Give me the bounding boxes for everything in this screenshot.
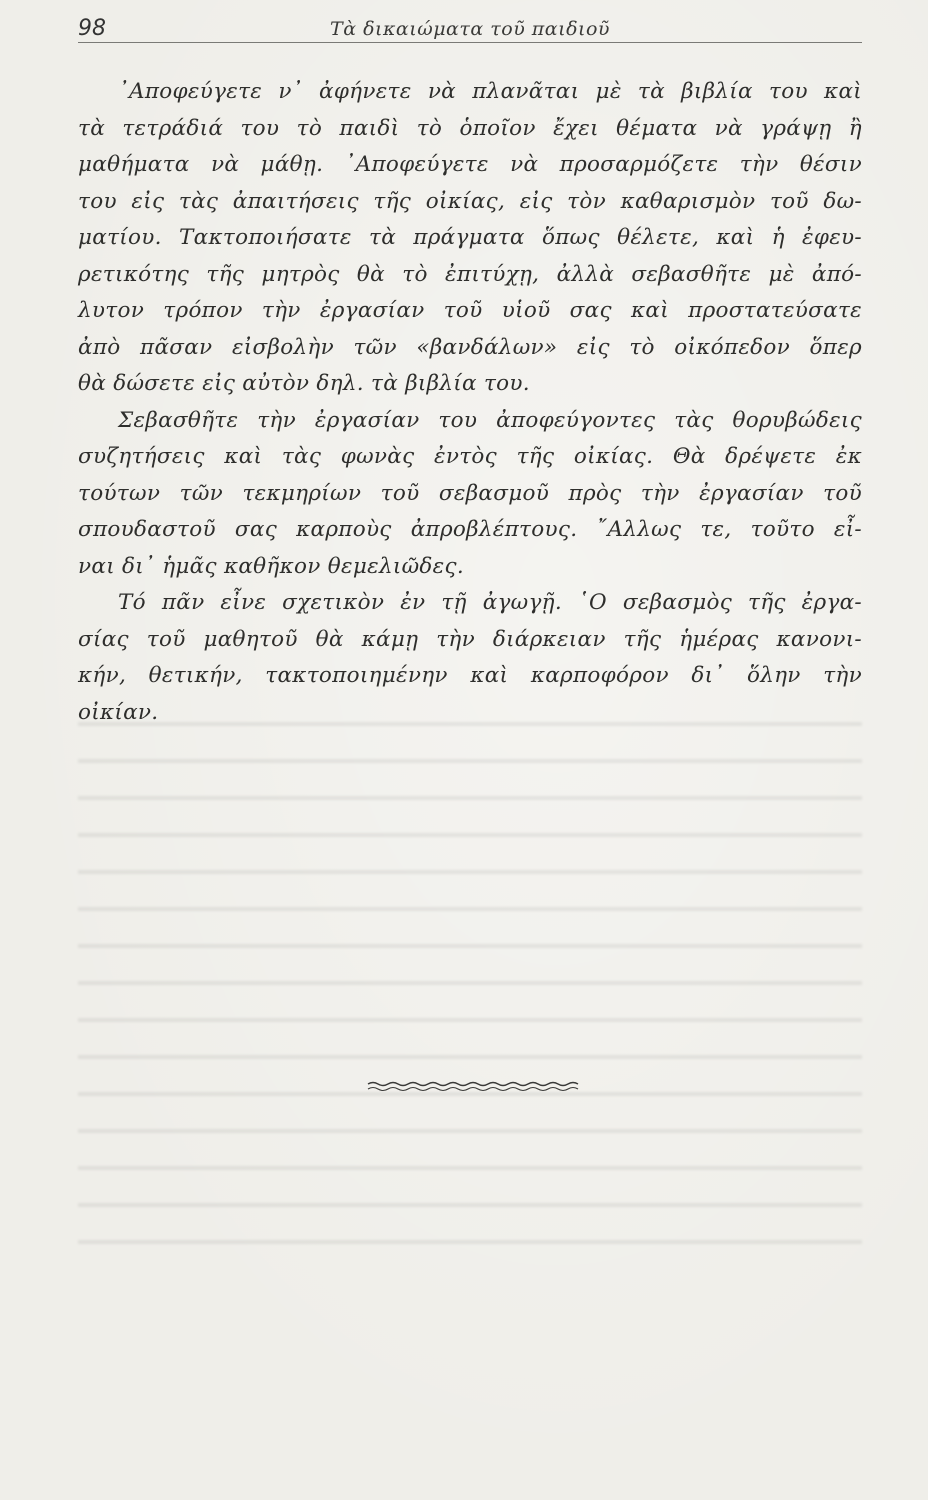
- text-line: θὰ δώσετε εἰς αὐτὸν δηλ. τὰ βιβλία του.: [78, 371, 530, 396]
- body-text: [78, 74, 862, 731]
- text-line: του εἰς τὰς ἀπαιτήσεις τῆς οἰκίας, εἰς τὸν καθαρισμὸν τοῦ δω-: [78, 188, 862, 214]
- page-header: [78, 14, 862, 44]
- text-line: σίας τοῦ μαθητοῦ θὰ κάμῃ τὴν διάρκειαν τῆς ἡμέρας κανονι-: [78, 626, 862, 652]
- text-line: σπουδαστοῦ σας καρποὺς ἀπροβλέπτους. ῎Αλλως τε, τοῦτο εἶ-: [78, 517, 862, 542]
- text-line: λυτον τρόπον τὴν ἐργασίαν τοῦ υἱοῦ σας καὶ προστατεύσατε: [78, 298, 862, 323]
- text-line: μαθήματα νὰ μάθῃ. ᾿Αποφεύγετε νὰ προσαρμόζετε τὴν θέσιν: [78, 152, 862, 177]
- show-through-text: [78, 700, 862, 1260]
- header-rule: [78, 42, 862, 43]
- wavy-rule-icon: [366, 1080, 580, 1094]
- text-line: συζητήσεις καὶ τὰς φωνὰς ἐντὸς τῆς οἰκίας. Θὰ δρέψετε ἐκ: [78, 444, 862, 469]
- text-line: οἰκίαν.: [78, 699, 159, 725]
- running-title: Τὰ δικαιώματα τοῦ παιδιοῦ: [330, 18, 610, 40]
- text-line: τούτων τῶν τεκμηρίων τοῦ σεβασμοῦ πρὸς τὴν ἐργασίαν τοῦ: [78, 480, 862, 506]
- text-line: ναι δι᾿ ἡμᾶς καθῆκον θεμελιῶδες.: [78, 553, 464, 579]
- text-line: τὰ τετράδιά του τὸ παιδὶ τὸ ὁποῖον ἔχει θέματα νὰ γράψῃ ἢ: [78, 115, 862, 141]
- text-line: Σεβασθῆτε τὴν ἐργασίαν του ἀποφεύγοντες τὰς θορυβώδεις: [118, 407, 862, 433]
- end-ornament: [366, 1080, 580, 1094]
- text-line: ἀπὸ πᾶσαν εἰσβολὴν τῶν «βανδάλων» εἰς τὸ οἰκόπεδον ὅπερ: [78, 334, 862, 360]
- page-number: 98: [78, 16, 106, 41]
- text-line: κήν, θετικήν, τακτοποιημένην καὶ καρποφόρον δι᾿ ὅλην τὴν: [78, 663, 862, 688]
- text-line: ρετικότης τῆς μητρὸς θὰ τὸ ἐπιτύχῃ, ἀλλὰ σεβασθῆτε μὲ ἀπό-: [78, 261, 862, 287]
- text-line: ματίου. Τακτοποιήσατε τὰ πράγματα ὅπως θέλετε, καὶ ἡ ἐφευ-: [78, 225, 862, 250]
- text-line: ᾿Αποφεύγετε ν᾿ ἀφήνετε νὰ πλανᾶται μὲ τὰ βιβλία του καὶ: [118, 79, 862, 104]
- text-line: Τό πᾶν εἶνε σχετικὸν ἐν τῇ ἀγωγῇ. ῾Ο σεβασμὸς τῆς ἐργα-: [118, 590, 862, 615]
